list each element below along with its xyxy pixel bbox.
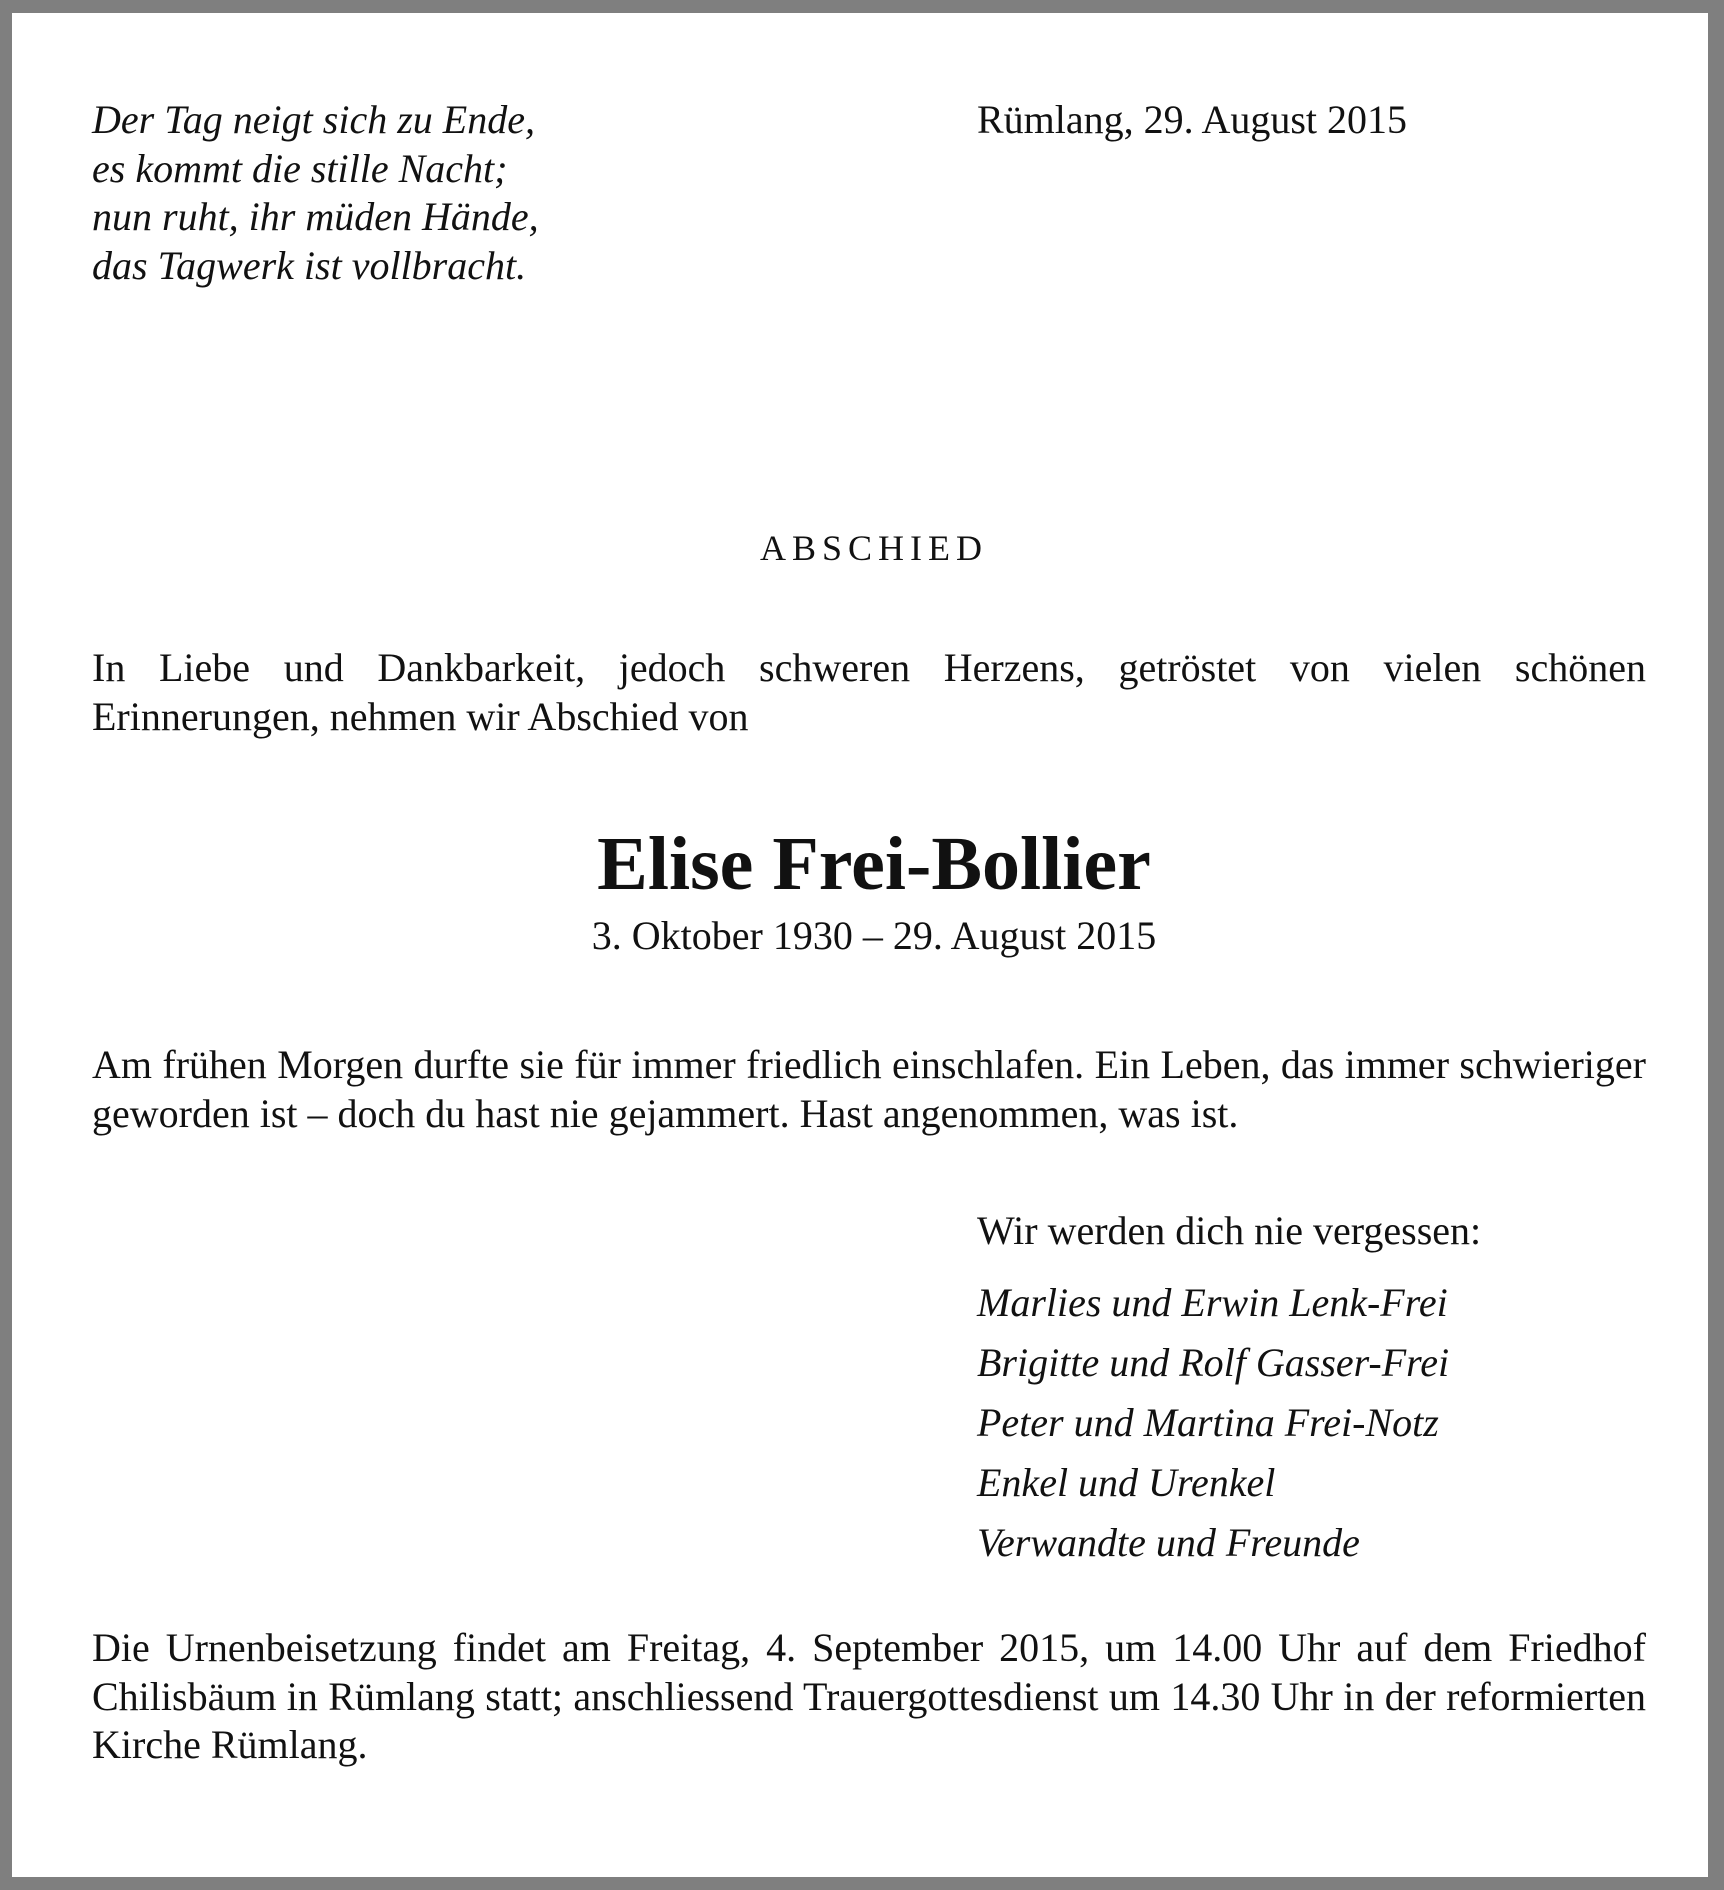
poem-line: nun ruht, ihr müden Hände,: [92, 194, 539, 239]
mourner-entry: Enkel und Urenkel: [977, 1460, 1276, 1505]
mourner-entry: Brigitte und Rolf Gasser-Frei: [977, 1340, 1450, 1385]
deceased-name: Elise Frei-Bollier: [597, 822, 1151, 906]
mourner-entry: Verwandte und Freunde: [977, 1520, 1360, 1565]
mourner-entry: Peter und Martina Frei-Notz: [977, 1400, 1439, 1445]
obituary-page: [12, 13, 1708, 1877]
heading: ABSCHIED: [759, 528, 989, 568]
mourner-entry: Marlies und Erwin Lenk-Frei: [977, 1280, 1448, 1325]
burial-notice: Die Urnenbeisetzung findet am Freitag, 4. September 2015, um 14.00 Uhr auf dem Friedhof Chilisbäum in Rümlang statt; anschliessend Trauergottesdienst um 14.30 Uhr in der reformierten Kirche Rümlang.: [92, 1625, 1646, 1767]
intro-paragraph: In Liebe und Dankbarkeit, jedoch schweren Herzens, getröstet von vielen schönen Erinnerungen, nehmen wir Abschied von: [92, 645, 1646, 739]
mourners-list: [977, 1273, 1449, 1573]
poem: [92, 96, 539, 290]
place-date: Rümlang, 29. August 2015: [977, 97, 1408, 142]
lifespan: 3. Oktober 1930 – 29. August 2015: [591, 913, 1157, 958]
mourners-intro: Wir werden dich nie vergessen:: [977, 1208, 1482, 1253]
passing-paragraph: Am frühen Morgen durfte sie für immer friedlich einschlafen. Ein Leben, das immer schwieriger geworden ist – doch du hast nie gejammert. Hast angenommen, was ist.: [92, 1042, 1646, 1136]
poem-line: das Tagwerk ist vollbracht.: [92, 242, 527, 288]
poem-line: Der Tag neigt sich zu Ende,: [92, 97, 535, 142]
poem-line: es kommt die stille Nacht;: [92, 145, 508, 191]
